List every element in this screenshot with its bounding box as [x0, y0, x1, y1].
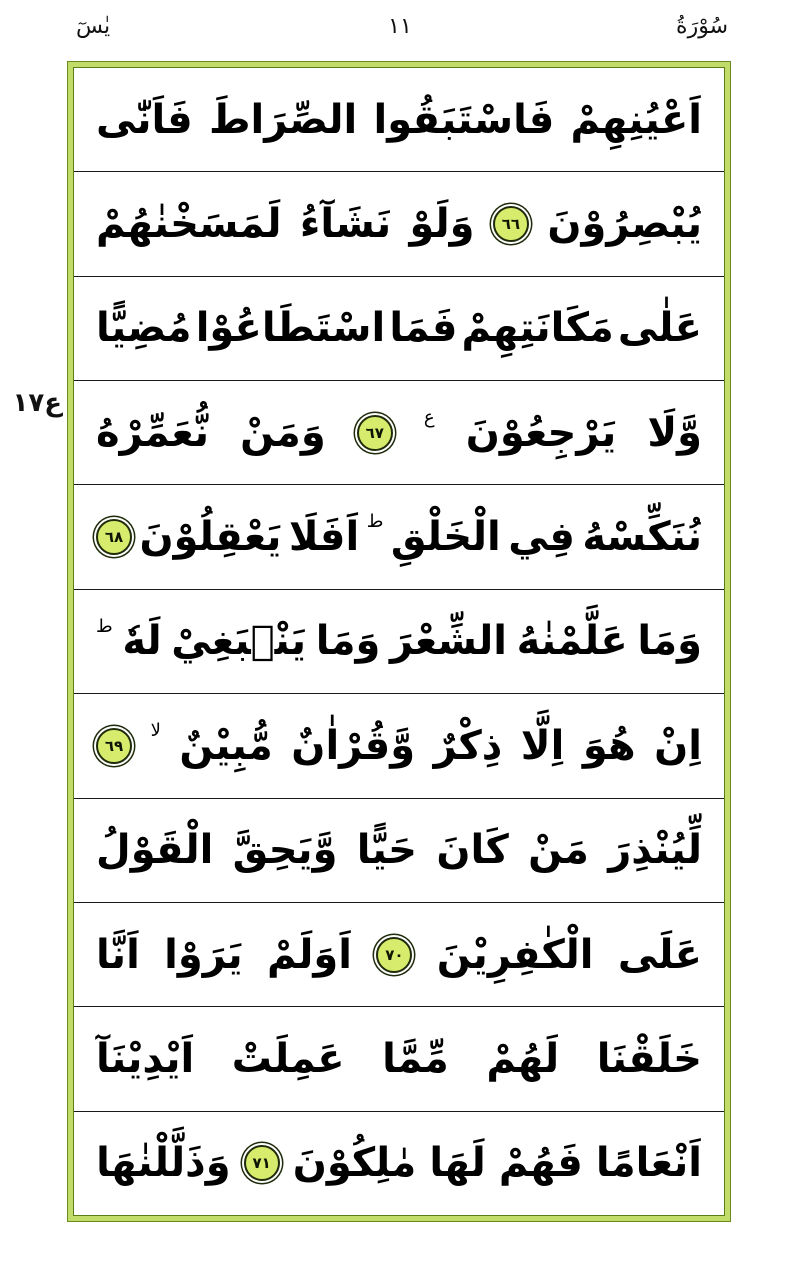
word: مَكَانَتِهِمْ: [461, 305, 614, 352]
word: هُوَ: [582, 722, 636, 769]
word: خَلَقْنَا: [596, 1035, 702, 1082]
word: ذِكْرٌ: [433, 722, 503, 769]
word: لَهُمْ: [486, 1035, 560, 1082]
ayah-number-marker: ٦٩: [96, 728, 132, 764]
word: الْخَلْقِ: [390, 514, 501, 561]
word: يَعْقِلُوْنَ: [139, 514, 282, 561]
surah-label: سُوْرَةُ: [676, 14, 728, 39]
word: مٰلِكُوْنَ: [292, 1140, 417, 1187]
word: اَيْدِيْنَآ: [96, 1035, 195, 1082]
verse-line-3: [74, 277, 724, 381]
word: لَمَسَخْنٰهُمْ: [96, 201, 282, 248]
page-header: [0, 14, 800, 54]
word: الْقَوْلُ: [96, 827, 214, 874]
ruku-sign: ع: [423, 407, 435, 429]
word: وَمَا: [315, 618, 381, 665]
verse-line-1: [74, 68, 724, 172]
verse-line-10: [74, 1007, 724, 1111]
word: عَلٰى: [617, 305, 702, 352]
word: فَاسْتَبَقُوا: [373, 96, 555, 143]
word: عَمِلَتْ: [231, 1035, 345, 1082]
word: يُبْصِرُوْنَ: [547, 201, 702, 248]
word: مَنْ: [528, 827, 589, 874]
word: وَّلَا: [647, 409, 702, 456]
word: اَنْعَامًا: [595, 1140, 702, 1187]
text-panel: [73, 67, 725, 1216]
pause-sign: ط: [96, 615, 113, 637]
page-number: ١١: [388, 14, 412, 39]
word: لَهَا: [429, 1140, 486, 1187]
verse-line-9: [74, 903, 724, 1007]
word: فَهُمْ: [498, 1140, 583, 1187]
ruku-marker: [12, 388, 62, 468]
word: لَهٗ: [122, 618, 162, 665]
ayah-number-marker: ٧١: [244, 1145, 280, 1181]
verse-line-2: [74, 172, 724, 276]
page-frame: [67, 61, 731, 1222]
word: اَعْيُنِهِمْ: [570, 96, 702, 143]
ayah-number-marker: ٦٧: [357, 415, 393, 451]
ayah-number-marker: ٦٦: [493, 206, 529, 242]
word: مُّبِيْنٌ: [179, 722, 273, 769]
word: نَشَآءُ: [299, 201, 392, 248]
word: اَفَلَا: [288, 514, 360, 561]
word: يَنْۢبَغِيْ: [171, 618, 307, 665]
verse-line-4: [74, 381, 724, 485]
word: نُنَكِّسْهُ: [582, 514, 702, 561]
word: فَاَنّٰى: [96, 96, 193, 143]
verse-line-5: [74, 485, 724, 589]
word: فَمَا: [389, 305, 458, 352]
word: فِي: [508, 514, 575, 561]
word: مُضِيًّا: [96, 305, 192, 352]
ruku-marker-text: ع١٧: [12, 388, 62, 418]
verse-line-11: [74, 1112, 724, 1215]
word: وَذَلَّلْنٰهَا: [96, 1140, 231, 1187]
ayah-number-marker: ٦٨: [96, 519, 132, 555]
word: اِلَّا: [520, 722, 565, 769]
word: اِنْ: [654, 722, 702, 769]
word: اَوَلَمْ: [267, 931, 353, 978]
word: لِّيُنْذِرَ: [608, 827, 702, 874]
verse-line-7: [74, 694, 724, 798]
word: الصِّرَاطَ: [208, 96, 358, 143]
word: الْكٰفِرِيْنَ: [436, 931, 594, 978]
word: عَلَى: [617, 931, 702, 978]
word: كَانَ: [436, 827, 509, 874]
word: وَمَا: [637, 618, 702, 665]
pause-sign: ط: [366, 511, 384, 533]
word: مِّمَّا: [382, 1035, 449, 1082]
verse-line-6: [74, 590, 724, 694]
pause-sign: لا: [150, 720, 161, 742]
word: وَّيَحِقَّ: [232, 827, 338, 874]
word: وَّقُرْاٰنٌ: [291, 722, 416, 769]
word: وَمَنْ: [240, 409, 326, 456]
word: عَلَّمْنٰهُ: [516, 618, 628, 665]
verse-line-8: [74, 799, 724, 903]
word: حَيًّا: [356, 827, 417, 874]
word: الشِّعْرَ: [390, 618, 507, 665]
word: وَلَوْ: [409, 201, 475, 248]
ayah-number-marker: ٧٠: [376, 937, 412, 973]
word: يَرَوْا: [164, 931, 243, 978]
word: يَرْجِعُوْنَ: [465, 409, 617, 456]
word: نُّعَمِّرْهُ: [96, 409, 209, 456]
word: اَنَّا: [96, 931, 140, 978]
word: اسْتَطَاعُوْا: [195, 305, 386, 352]
surah-name: يٰسٓ: [76, 14, 111, 39]
